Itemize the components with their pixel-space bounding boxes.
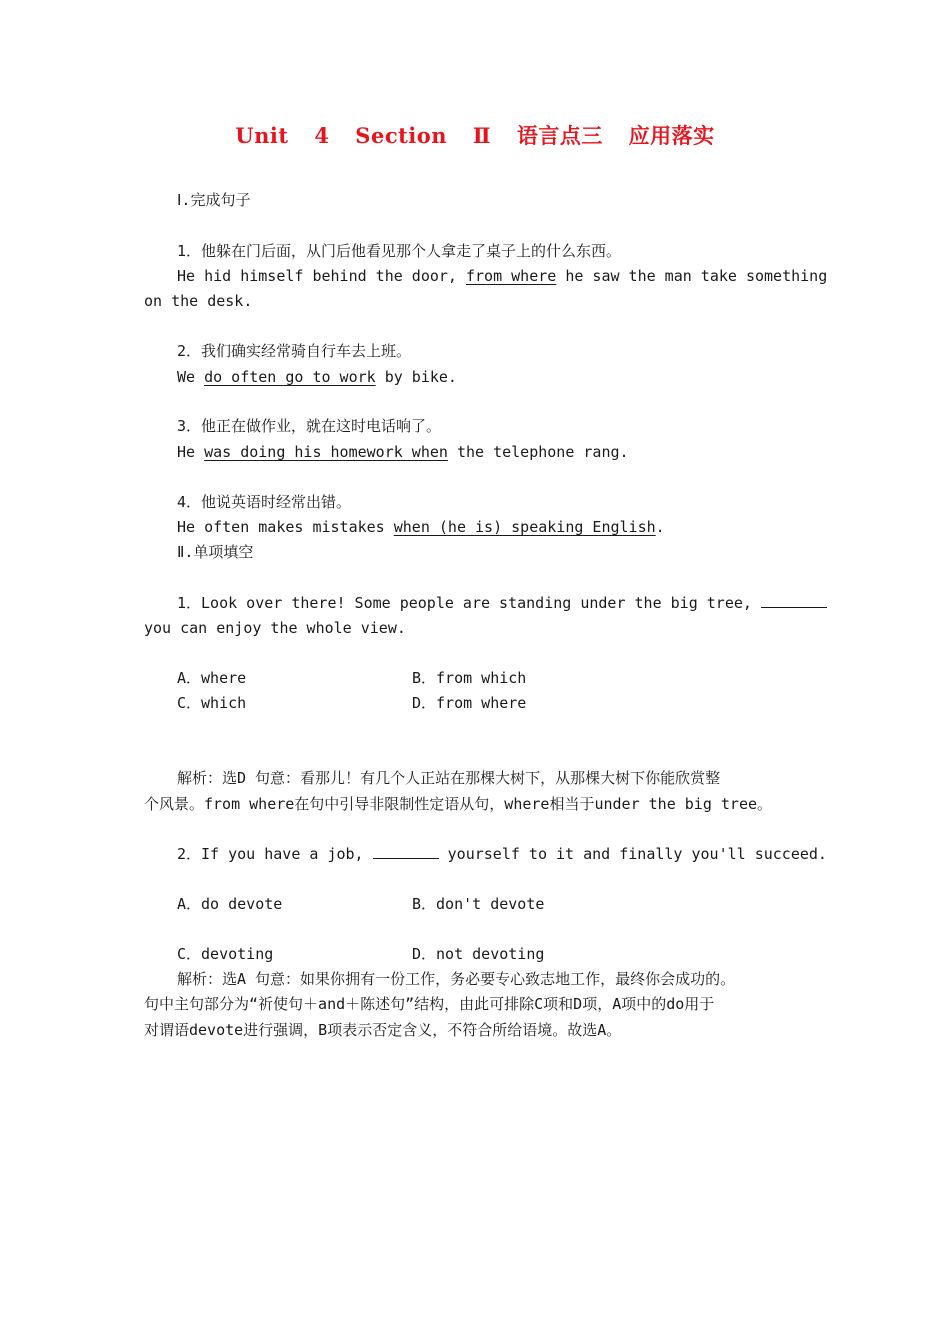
section-1-heading: Ⅰ.完成句子 xyxy=(177,191,251,209)
question-1-option-b: B．from which xyxy=(412,669,527,687)
question-2-option-a: A．do devote xyxy=(177,895,283,913)
question-1-stem-cont: you can enjoy the whole view. xyxy=(144,619,406,637)
item-2-chinese: 2．我们确实经常骑自行车去上班。 xyxy=(177,342,412,360)
question-2-options-row-1 xyxy=(177,894,847,914)
item-2-english xyxy=(177,367,847,387)
item-4-english xyxy=(177,517,847,537)
question-2-explanation: 解析：选A 句意：如果你拥有一份工作，务必要专心致志地工作，最终你会成功的。 xyxy=(177,970,736,988)
item-1-post: he saw the man take something xyxy=(556,267,828,285)
question-1-option-d: D．from where xyxy=(412,694,527,712)
item-1-pre: He hid himself behind the door, xyxy=(177,267,466,285)
question-2-blank xyxy=(373,844,439,859)
item-2-answer: do often go to work xyxy=(204,368,376,386)
question-1-option-c: C．which xyxy=(177,694,247,712)
question-2-pre: 2．If you have a job, xyxy=(177,845,373,863)
item-2-post: by bike. xyxy=(375,368,457,386)
item-3-pre: He xyxy=(177,443,205,461)
item-4-answer: when (he is) speaking English xyxy=(393,518,656,536)
item-3-chinese: 3．他正在做作业，就在这时电话响了。 xyxy=(177,417,442,435)
item-1-answer: from where xyxy=(465,267,557,285)
page-title: Unit 4 Section Ⅱ 语言点三 应用落实 xyxy=(235,123,715,148)
question-2-stem xyxy=(177,844,847,864)
question-2-option-d: D．not devoting xyxy=(412,945,545,963)
question-1-text: 1．Look over there! Some people are standing under the big tree, xyxy=(177,594,761,612)
question-1-stem xyxy=(177,593,847,613)
question-2-explanation-cont-2: 对谓语devote进行强调，B项表示否定含义，不符合所给语境。故选A。 xyxy=(144,1021,622,1039)
question-2-option-c: C．devoting xyxy=(177,945,274,963)
question-2-post: yourself to it and finally you'll succeed. xyxy=(438,845,827,863)
question-1-explanation: 解析：选D 句意：看那儿！有几个人正站在那棵大树下，从那棵大树下你能欣赏整 xyxy=(177,769,721,787)
question-1-options-row-1 xyxy=(177,668,847,688)
question-1-explanation-cont: 个风景。from where在句中引导非限制性定语从句，where相当于under the big tree。 xyxy=(144,795,773,813)
section-2-heading: Ⅱ.单项填空 xyxy=(177,543,254,561)
question-2-option-b: B．don't devote xyxy=(412,895,545,913)
question-2-explanation-cont-1: 句中主句部分为“祈使句＋and＋陈述句”结构，由此可排除C项和D项，A项中的do用于 xyxy=(144,995,715,1013)
item-3-answer: was doing his homework when xyxy=(204,443,448,461)
item-2-pre: We xyxy=(177,368,205,386)
item-1-english xyxy=(177,266,847,286)
question-1-option-a: A．where xyxy=(177,669,247,687)
item-4-pre: He often makes mistakes xyxy=(177,518,394,536)
item-3-post: the telephone rang. xyxy=(447,443,629,461)
question-2-options-row-2 xyxy=(177,944,847,964)
question-1-blank xyxy=(761,593,827,608)
item-1-continuation: on the desk. xyxy=(144,292,253,310)
item-3-english xyxy=(177,442,847,462)
item-4-chinese: 4．他说英语时经常出错。 xyxy=(177,493,352,511)
item-1-chinese: 1．他躲在门后面，从门后他看见那个人拿走了桌子上的什么东西。 xyxy=(177,242,622,260)
question-1-options-row-2 xyxy=(177,693,847,713)
item-4-post: . xyxy=(655,518,665,536)
